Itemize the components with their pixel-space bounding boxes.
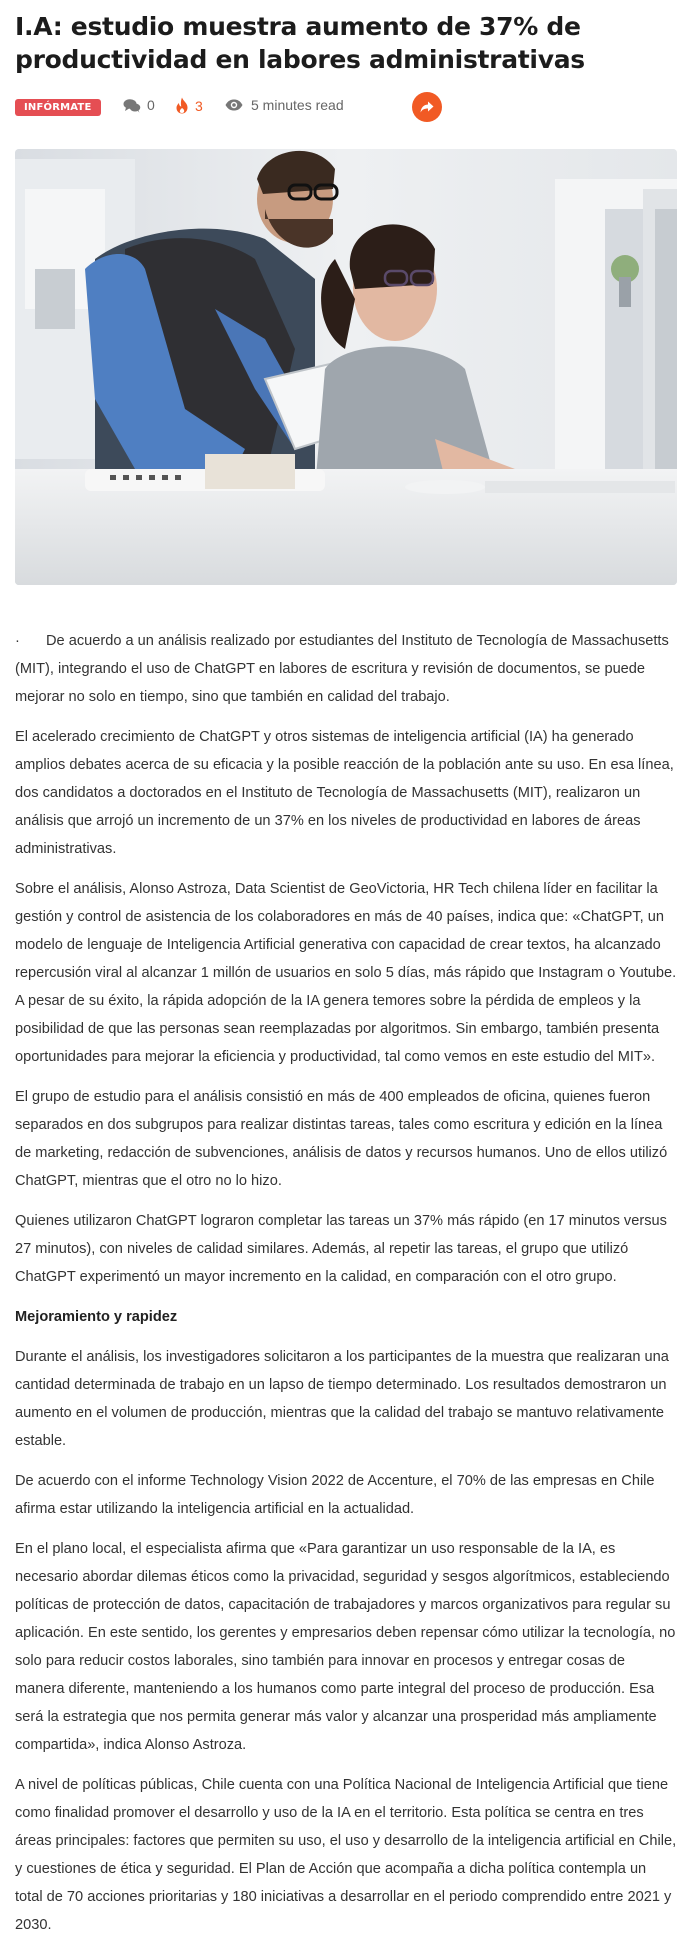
comments-count: 0 <box>147 97 155 113</box>
article-paragraph: Sobre el análisis, Alonso Astroza, Data Scientist de GeoVictoria, HR Tech chilena líder en facilitar la gestión y control de asistencia de los colaboradores en más de 40 países, indica que: «ChatGPT, un modelo de lenguaje de Inteligencia Artificial generativa con capacidad de crear textos, ha alcanzado repercusión viral al alcanzar 1 millón de usuarios en solo 5 días, más rápido que Instagram o Youtube. A pesar de su éxito, la rápida adopción de la IA genera temores sobre la pérdida de empleos y la posibilidad de que las personas sean reemplazadas por algoritmos. Sin embargo, también presenta oportunidades para mejorar la eficiencia y productividad, tal como vemos en este estudio del MIT». <box>15 881 677 1065</box>
article-paragraph: De acuerdo con el informe Technology Vision 2022 de Accenture, el 70% de las empresas en Chile afirma estar utilizando la inteligencia artificial en la actualidad. <box>15 1473 655 1517</box>
article-paragraph: En el plano local, el especialista afirma que «Para garantizar un uso responsable de la IA, es necesario abordar dilemas éticos como la privacidad, seguridad y sesgos algorítmicos, estableciendo políticas de protección de datos, capacitación de trabajadores y marcos organizativos para regular su aplicación. En este sentido, los gerentes y empresarios deben repensar cómo utilizar la tecnología, no solo para reducir costos laborales, sino también para innovar en procesos y entregar cosas de manera diferente, manteniendo a los humanos como parte integral del proceso de producción. Esa será la estrategia que nos permita generar más valor y alcanzar una prosperidad más ampliamente compartida», indica Alonso Astroza. <box>15 1541 676 1753</box>
article-paragraph: El grupo de estudio para el análisis consistió en más de 400 empleados de oficina, quienes fueron separados en dos subgrupos para realizar distintas tareas, tales como escritura y edición en la línea de marketing, redacción de subvenciones, análisis de datos y recursos humanos. Uno de ellos utilizó ChatGPT, mientras que el otro no lo hizo. <box>15 1089 668 1189</box>
article-hero-image <box>15 149 677 585</box>
read-time: 5 minutes read <box>251 97 344 113</box>
comments-icon <box>123 98 141 113</box>
share-button[interactable] <box>412 92 442 122</box>
hot-count: 3 <box>195 97 203 114</box>
article-paragraph: Quienes utilizaron ChatGPT lograron completar las tareas un 37% más rápido (en 17 minutos versus 27 minutos), con niveles de calidad similares. Además, al repetir las tareas, el grupo que utilizó ChatGPT experimentó un mayor incremento en la calidad, en comparación con el otro grupo. <box>15 1213 667 1285</box>
eye-icon <box>225 99 243 111</box>
article-subheading: Mejoramiento y rapidez <box>15 1309 178 1325</box>
article-title: I.A: estudio muestra aumento de 37% de productividad en labores administrativas <box>15 12 585 74</box>
article-meta <box>15 92 677 122</box>
hot-count-item <box>175 97 203 114</box>
paragraph-bullet: · <box>15 633 20 649</box>
category-badge[interactable]: INFÓRMATE <box>15 99 101 116</box>
article-container <box>15 0 677 1951</box>
article-paragraph <box>15 627 677 711</box>
paragraph-text: De acuerdo a un análisis realizado por estudiantes del Instituto de Tecnología de Massachusetts (MIT), integrando el uso de ChatGPT en labores de escritura y revisión de documentos, se puede mejorar no solo en tiempo, sino que también en calidad del trabajo. <box>15 633 669 705</box>
article-paragraph: El acelerado crecimiento de ChatGPT y otros sistemas de inteligencia artificial (IA) ha generado amplios debates acerca de su eficacia y la posible reacción de la población ante su uso. En esa línea, dos candidatos a doctorados en el Instituto de Tecnología de Massachusetts (MIT), realizaron un análisis que arrojó un incremento de un 37% en los niveles de productividad en labores de áreas administrativas. <box>15 729 674 857</box>
office-workers-illustration <box>15 149 677 585</box>
comments-count-item[interactable] <box>123 97 155 113</box>
article-body <box>15 627 677 1939</box>
article-paragraph: Durante el análisis, los investigadores solicitaron a los participantes de la muestra que realizaran una cantidad determinada de trabajo en un lapso de tiempo determinado. Los resultados demostraron un aumento en el volumen de producción, mientras que la calidad del trabajo se mantuvo relativamente estable. <box>15 1349 669 1449</box>
read-time-item <box>225 97 344 113</box>
article-paragraph: A nivel de políticas públicas, Chile cuenta con una Política Nacional de Inteligencia Artificial que tiene como finalidad promover el desarrollo y uso de la IA en el territorio. Esta política se centra en tres áreas principales: factores que permiten su uso, el uso y desarrollo de la inteligencia artificial en Chile, y cuestiones de ética y seguridad. El Plan de Acción que acompaña a dicha política contempla un total de 70 acciones prioritarias y 180 iniciativas a desarrollar en el periodo comprendido entre 2021 y 2030. <box>15 1777 677 1933</box>
fire-icon <box>175 97 189 114</box>
share-icon <box>420 101 434 113</box>
